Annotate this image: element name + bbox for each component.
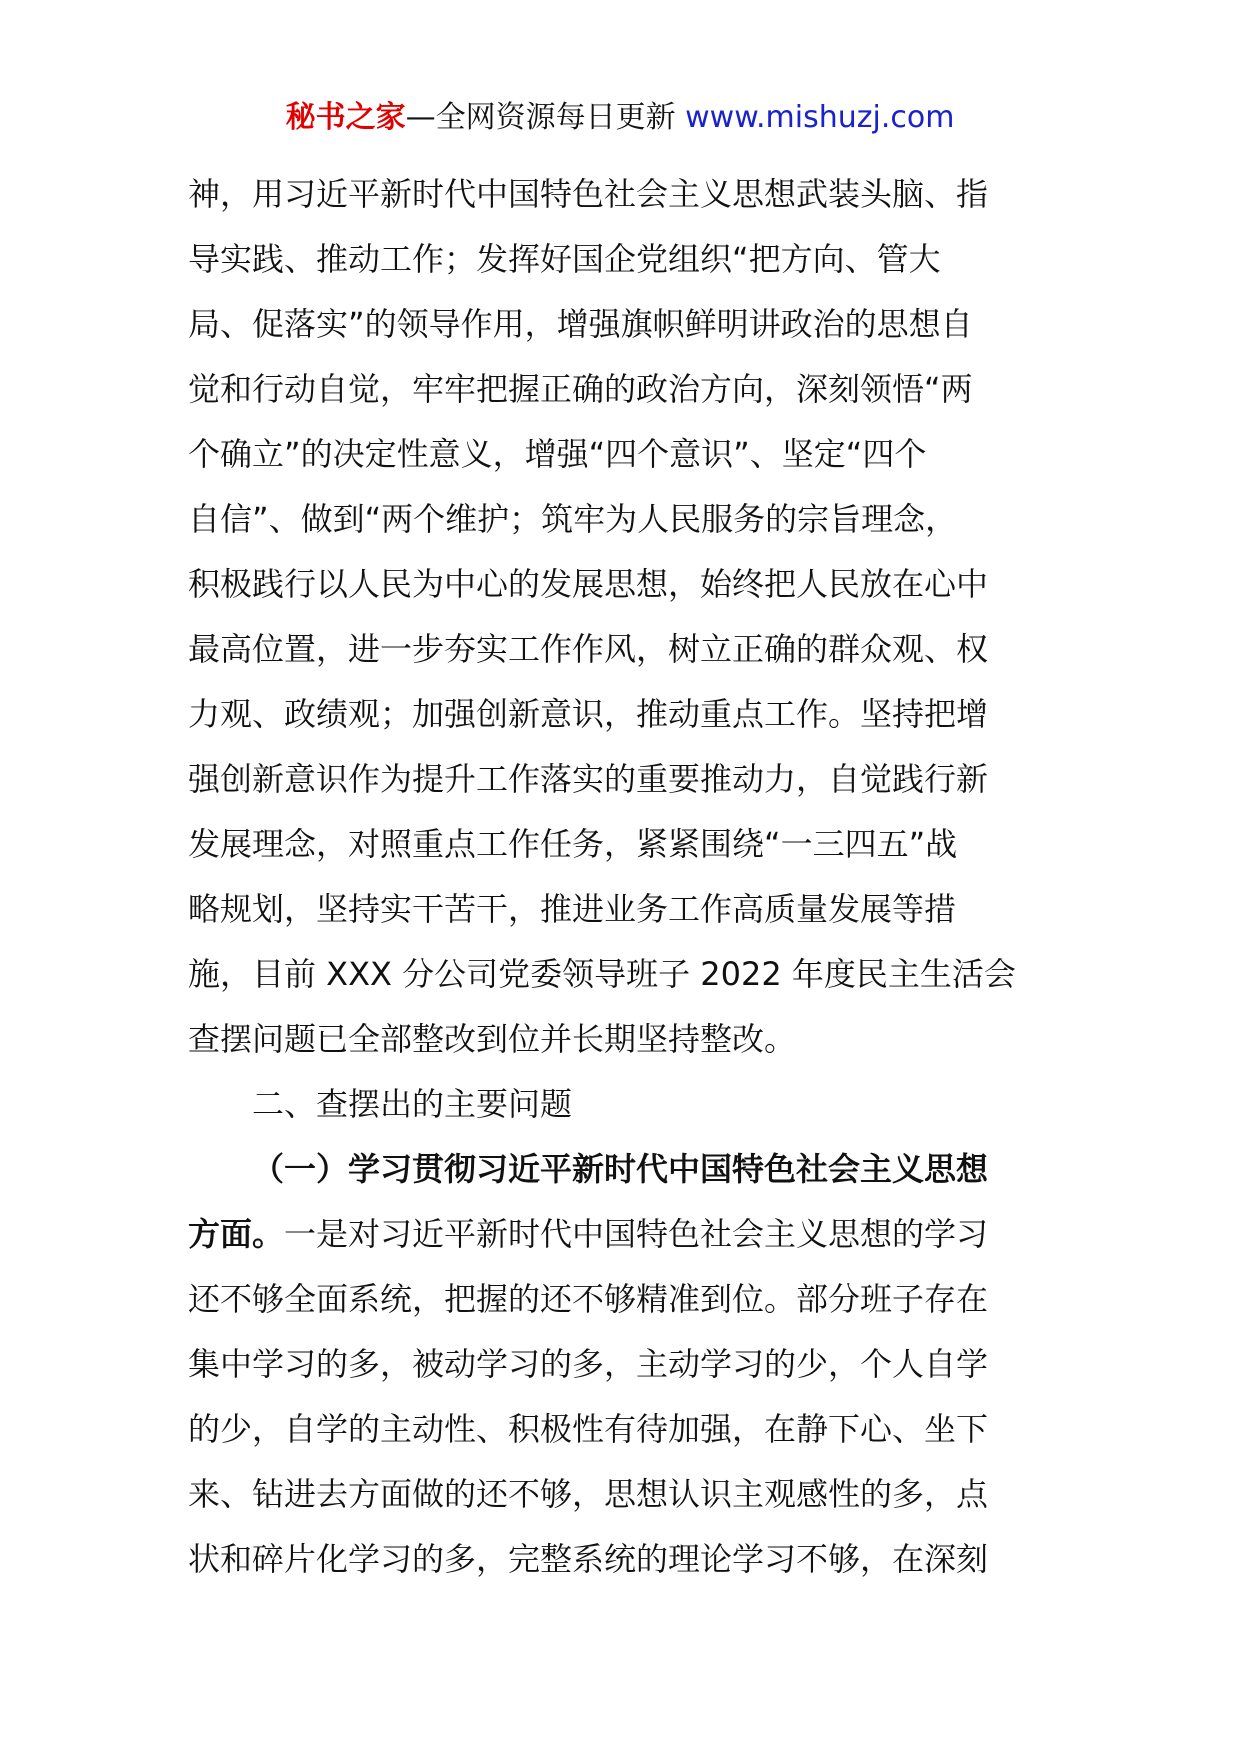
text-line: 集中学习的多，被动学习的多，主动学习的少，个人自学: [188, 1345, 989, 1383]
paragraph-2-start: 一是对习近平新时代中国特色社会主义思想的学习: [284, 1215, 989, 1253]
text-line: 状和碎片化学习的多，完整系统的理论学习不够，在深刻: [188, 1540, 989, 1578]
text-line: 还不够全面系统，把握的还不够精准到位。部分班子存在: [188, 1280, 989, 1318]
text-line: 强创新意识作为提升工作落实的重要推动力，自觉践行新: [188, 760, 989, 798]
paragraph-1: [188, 162, 1058, 1072]
text-line: 神，用习近平新时代中国特色社会主义思想武装头脑、指: [188, 175, 989, 213]
header-tagline: —全网资源每日更新: [405, 100, 686, 135]
text-line: 自信”、做到“两个维护；筑牢为人民服务的宗旨理念，: [188, 500, 958, 538]
text-line: 查摆问题已全部整改到位并长期坚持整改。: [188, 1020, 797, 1058]
text-line: 发展理念，对照重点工作任务，紧紧围绕“一三四五”战: [188, 825, 958, 863]
text-line: 局、促落实”的领导作用，增强旗帜鲜明讲政治的思想自: [188, 305, 973, 343]
brand-name: 秘书之家: [285, 100, 406, 135]
subheading-tail: 方面。: [188, 1215, 285, 1253]
subheading: （一）学习贯彻习近平新时代中国特色社会主义思想: [252, 1150, 989, 1188]
site-url-link[interactable]: www.mishuzj.com: [685, 100, 955, 135]
text-line: 导实践、推动工作；发挥好国企党组织“把方向、管大: [188, 240, 941, 278]
site-header: [0, 98, 1240, 138]
text-line: 积极践行以人民为中心的发展思想，始终把人民放在心中: [188, 565, 989, 603]
text-line: 觉和行动自觉，牢牢把握正确的政治方向，深刻领悟“两: [188, 370, 973, 408]
document-body: [188, 162, 1058, 1592]
paragraph-2: [188, 1267, 1058, 1592]
text-line: 施，目前 XXX 分公司党委领导班子 2022 年度民主生活会: [188, 955, 1016, 993]
text-line: 最高位置，进一步夯实工作作风，树立正确的群众观、权: [188, 630, 989, 668]
text-line: 的少，自学的主动性、积极性有待加强，在静下心、坐下: [188, 1410, 989, 1448]
text-line: 来、钻进去方面做的还不够，思想认识主观感性的多，点: [188, 1475, 989, 1513]
text-line: 个确立”的决定性意义，增强“四个意识”、坚定“四个: [188, 435, 927, 473]
text-line: 力观、政绩观；加强创新意识，推动重点工作。坚持把增: [188, 695, 989, 733]
section-heading: 二、查摆出的主要问题: [252, 1085, 573, 1123]
subheading-continuation: [188, 1202, 1058, 1267]
text-line: 略规划，坚持实干苦干，推进业务工作高质量发展等措: [188, 890, 957, 928]
